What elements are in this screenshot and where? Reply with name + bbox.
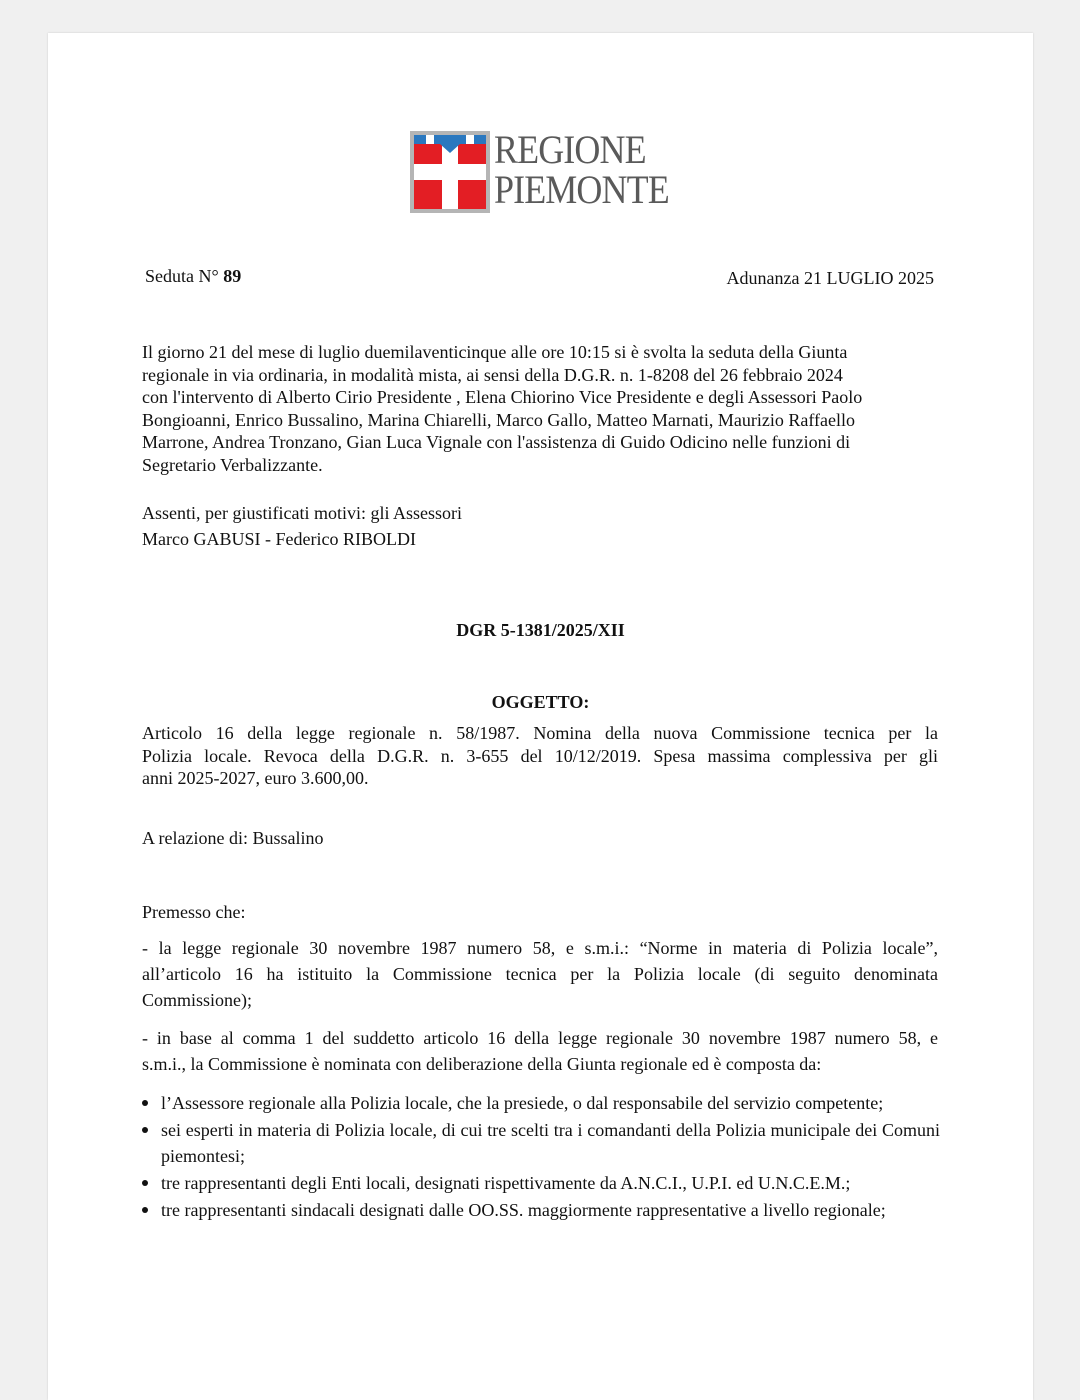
session-intro-paragraph xyxy=(142,341,938,477)
absent-line: Assenti, per giustificati motivi: gli Assessori xyxy=(142,503,462,523)
paragraph-line: - in base al comma 1 del suddetto articolo 16 della legge regionale 30 novembre 1987 numero 58, e xyxy=(142,1028,938,1048)
paragraph-line: all’articolo 16 ha istituito la Commissione tecnica per la Polizia locale (di seguito denominata xyxy=(142,964,938,984)
oggetto-heading: OGGETTO: xyxy=(491,692,590,712)
absent-names: Marco GABUSI - Federico RIBOLDI xyxy=(142,529,416,549)
commission-composition-list xyxy=(142,1090,940,1224)
oggetto-line: anni 2025-2027, euro 3.600,00. xyxy=(142,768,369,789)
paragraph-line: - la legge regionale 30 novembre 1987 numero 58, e s.m.i.: “Norme in materia di Polizia locale”, xyxy=(142,938,938,958)
bullet-icon xyxy=(142,1180,148,1186)
bullet-icon xyxy=(142,1207,148,1213)
bullet-icon xyxy=(142,1127,148,1133)
intro-line: Marrone, Andrea Tronzano, Gian Luca Vignale con l'assistenza di Guido Odicino nelle funzioni di xyxy=(142,432,851,453)
list-item: sei esperti in materia di Polizia locale, di cui tre scelti tra i comandanti della Polizia municipale dei Comuni piemontesi; xyxy=(142,1117,940,1169)
oggetto-line: Polizia locale. Revoca della D.G.R. n. 3-655 del 10/12/2019. Spesa massima complessiva per gli xyxy=(142,745,938,766)
relazione-di: A relazione di: Bussalino xyxy=(142,828,324,848)
oggetto-text xyxy=(142,722,938,790)
logo-word-regione: REGIONE xyxy=(494,127,646,172)
list-item: tre rappresentanti sindacali designati dalle OO.SS. maggiormente rappresentative a livello regionale; xyxy=(142,1197,940,1223)
seduta-number: Seduta N° 89 xyxy=(145,266,242,286)
document-page xyxy=(48,33,1033,1400)
adunanza-date: Adunanza 21 LUGLIO 2025 xyxy=(726,268,934,288)
paragraph-line: s.m.i., la Commissione è nominata con deliberazione della Giunta regionale ed è composta da: xyxy=(142,1054,822,1074)
piemonte-coat-of-arms-icon xyxy=(410,131,490,213)
paragraph-line: Commissione); xyxy=(142,990,253,1010)
intro-line: regionale in via ordinaria, in modalità mista, ai sensi della D.G.R. n. 1-8208 del 26 febbraio 2024 xyxy=(142,364,843,385)
premessa-paragraph-1 xyxy=(142,935,938,1013)
intro-line: Segretario Verbalizzante. xyxy=(142,454,323,475)
regione-piemonte-logo xyxy=(410,127,672,215)
dgr-number: DGR 5-1381/2025/XII xyxy=(456,620,625,640)
intro-line: con l'intervento di Alberto Cirio Presidente , Elena Chiorino Vice Presidente e degli Assessori Paolo xyxy=(142,387,863,408)
list-item: tre rappresentanti degli Enti locali, designati rispettivamente da A.N.C.I., U.P.I. ed U.N.C.E.M.; xyxy=(142,1170,940,1196)
bullet-icon xyxy=(142,1100,148,1106)
oggetto-line: Articolo 16 della legge regionale n. 58/1987. Nomina della nuova Commissione tecnica per la xyxy=(142,723,938,743)
premesso-heading: Premesso che: xyxy=(142,902,246,922)
list-item: l’Assessore regionale alla Polizia locale, che la presiede, o dal responsabile del servizio competente; xyxy=(142,1090,940,1116)
intro-line: Il giorno 21 del mese di luglio duemilaventicinque alle ore 10:15 si è svolta la seduta della Giunta xyxy=(142,342,848,362)
intro-line: Bongioanni, Enrico Bussalino, Marina Chiarelli, Marco Gallo, Matteo Marnati, Maurizio Raffaello xyxy=(142,409,855,430)
absent-assessors xyxy=(142,500,938,552)
premessa-paragraph-2 xyxy=(142,1025,938,1077)
logo-word-piemonte: PIEMONTE xyxy=(494,167,669,212)
